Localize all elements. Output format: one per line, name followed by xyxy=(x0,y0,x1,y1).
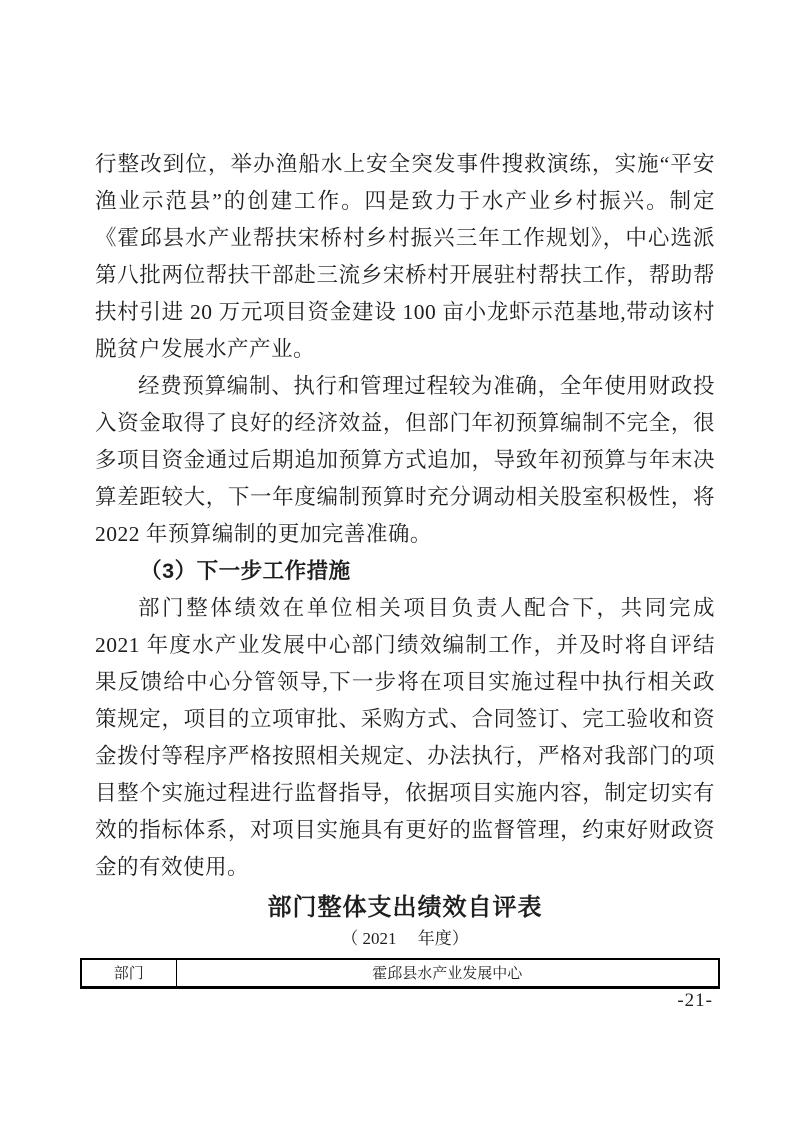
page-number: -21- xyxy=(677,990,713,1011)
document-content xyxy=(95,146,715,989)
paragraph-budget-review: 经费预算编制、执行和管理过程较为准确，全年使用财政投入资金取得了良好的经济效益，但部门年初预算编制不完全，很多项目资金通过后期追加预算方式追加，导致年初预算与年末决算差距较大，下一年度编制预算时充分调动相关股室积极性，将 2022 年预算编制的更加完善准确。 xyxy=(95,374,715,546)
table-row-department xyxy=(81,959,719,987)
self-evaluation-table-title: 部门整体支出绩效自评表 xyxy=(267,894,543,921)
paragraph-continued-from-previous-page: 行整改到位，举办渔船水上安全突发事件搜救演练，实施“平安渔业示范县”的创建工作。四是致力于水产业乡村振兴。制定《霍邱县水产业帮扶宋桥村乡村振兴三年工作规划》，中心选派第八批两位帮扶干部赴三流乡宋桥村开展驻村帮扶工作，帮助帮扶村引进 20 万元项目资金建设 100 亩小龙虾示范基地,带动该村脱贫户发展水产产业。 xyxy=(95,152,715,361)
paragraph-next-steps: 部门整体绩效在单位相关项目负责人配合下，共同完成 2021 年度水产业发展中心部门绩效编制工作，并及时将自评结果反馈给中心分管领导,下一步将在项目实施过程中执行相关政策规定，项目的立项审批、采购方式、合同签订、完工验收和资金拨付等程序严格按照相关规定、办法执行，严格对我部门的项目整个实施过程进行监督指导，依据项目实施内容，制定切实有效的指标体系，对项目实施具有更好的监督管理，约束好财政资金的有效使用。 xyxy=(95,596,715,879)
self-evaluation-table xyxy=(80,958,720,989)
department-label-cell: 部门 xyxy=(81,959,176,987)
self-evaluation-table-year: （ 2021 年度） xyxy=(341,929,469,948)
section-heading-next-steps: （3）下一步工作措施 xyxy=(140,559,351,583)
department-value-cell: 霍邱县水产业发展中心 xyxy=(176,959,719,987)
